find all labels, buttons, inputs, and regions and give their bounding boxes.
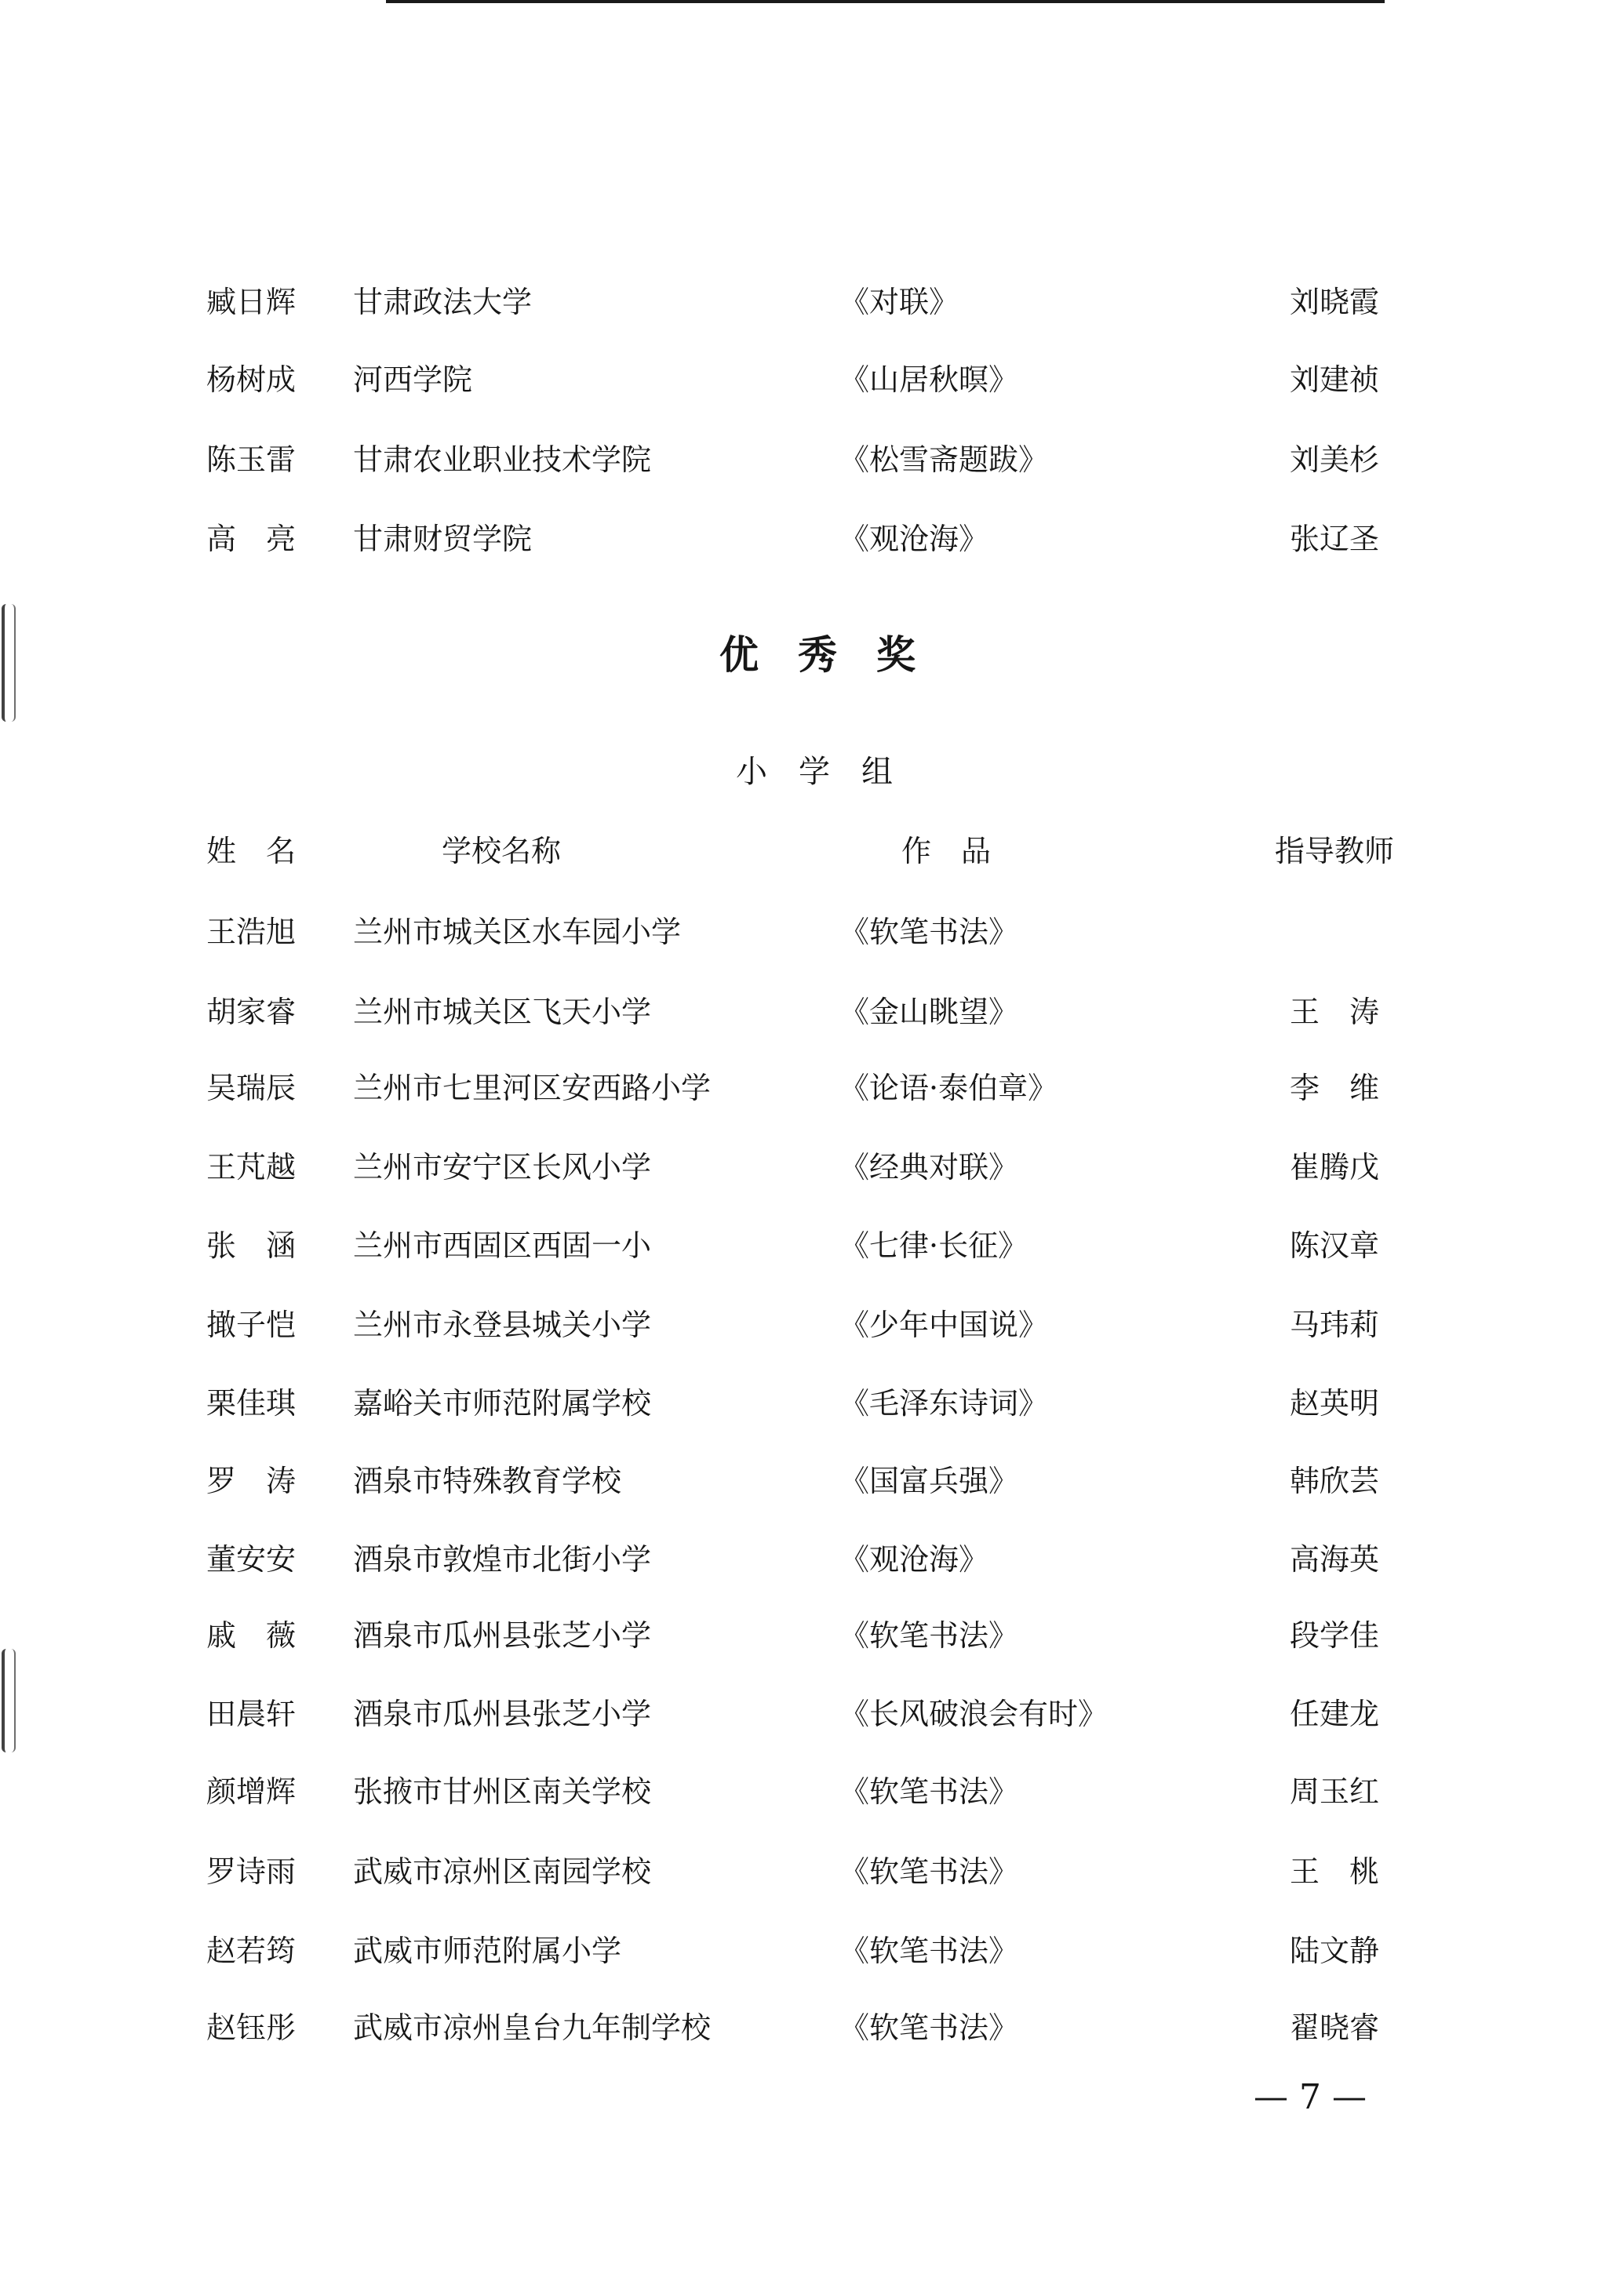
award-entry-row: [0, 1228, 1620, 1264]
student-name: 栗佳琪: [206, 1386, 297, 1421]
school-name: 张掖市甘州区南关学校: [353, 1774, 652, 1809]
work-title: 《软笔书法》: [839, 915, 1019, 949]
work-title: 《毛泽东诗词》: [839, 1386, 1049, 1421]
instructor-name: 陆文静: [1290, 1934, 1380, 1968]
work-title: 《国富兵强》: [839, 1464, 1019, 1498]
work-title: 《松雪斋题跋》: [839, 442, 1049, 477]
school-name: 酒泉市敦煌市北街小学: [353, 1542, 652, 1577]
school-name: 武威市师范附属小学: [353, 1934, 622, 1968]
work-title: 《经典对联》: [839, 1150, 1019, 1184]
school-name: 兰州市西固区西固一小: [353, 1228, 652, 1263]
work-title: 《观沧海》: [839, 522, 989, 556]
award-entry-row: [0, 284, 1620, 320]
award-entry-row: [0, 1617, 1620, 1654]
student-name: 戚 薇: [206, 1618, 297, 1653]
award-entry-row: [0, 1070, 1620, 1106]
work-title: 《山居秋暝》: [839, 362, 1019, 397]
award-entry-row: [0, 1463, 1620, 1499]
instructor-name: 李 维: [1290, 1071, 1380, 1105]
award-entry-row: [0, 1854, 1620, 1890]
instructor-name: 王 桃: [1290, 1854, 1380, 1889]
school-name: 甘肃财贸学院: [353, 522, 533, 556]
school-name: 兰州市城关区飞天小学: [353, 995, 652, 1029]
scan-edge-mark: [2, 604, 16, 722]
instructor-name: 陈汉章: [1290, 1228, 1380, 1263]
work-title: 《长风破浪会有时》: [839, 1697, 1109, 1731]
student-name: 董安安: [206, 1542, 297, 1577]
award-entry-row: [0, 362, 1620, 398]
school-name: 酒泉市瓜州县张芝小学: [353, 1618, 652, 1653]
school-name: 甘肃政法大学: [353, 285, 533, 319]
work-title: 《软笔书法》: [839, 2010, 1019, 2045]
table-header-row: [0, 833, 1620, 869]
instructor-name: 王 涛: [1290, 995, 1380, 1029]
award-entry-row: [0, 442, 1620, 478]
instructor-name: 张辽圣: [1290, 522, 1380, 556]
student-name: 王浩旭: [206, 915, 297, 949]
student-name: 胡家睿: [206, 995, 297, 1029]
award-entry-row: [0, 1307, 1620, 1343]
group-heading: 小 学 组: [736, 754, 893, 790]
school-name: 兰州市城关区水车园小学: [353, 915, 682, 949]
award-entry-row: [0, 2010, 1620, 2046]
header-teacher: 指导教师: [1275, 834, 1395, 868]
school-name: 兰州市永登县城关小学: [353, 1308, 652, 1342]
student-name: 赵钰彤: [206, 2010, 297, 2045]
student-name: 杨树成: [206, 362, 297, 397]
work-title: 《软笔书法》: [839, 1618, 1019, 1653]
instructor-name: 周玉红: [1290, 1774, 1380, 1809]
student-name: 臧日辉: [206, 285, 297, 319]
award-entry-row: [0, 1149, 1620, 1185]
work-title: 《观沧海》: [839, 1542, 989, 1577]
work-title: 《论语·泰伯章》: [839, 1071, 1058, 1105]
award-entry-row: [0, 994, 1620, 1030]
award-entry-row: [0, 914, 1620, 950]
instructor-name: 崔腾戊: [1290, 1150, 1380, 1184]
instructor-name: 刘晓霞: [1290, 285, 1380, 319]
school-name: 河西学院: [353, 362, 473, 397]
instructor-name: 韩欣芸: [1290, 1464, 1380, 1498]
work-title: 《金山眺望》: [839, 995, 1019, 1029]
award-entry-row: [0, 1774, 1620, 1810]
student-name: 陈玉雷: [206, 442, 297, 477]
student-name: 颜增辉: [206, 1774, 297, 1809]
work-title: 《软笔书法》: [839, 1934, 1019, 1968]
work-title: 《对联》: [839, 285, 959, 319]
page-number: — 7 —: [1254, 2077, 1367, 2117]
student-name: 吴瑞辰: [206, 1071, 297, 1105]
student-name: 赵若筠: [206, 1934, 297, 1968]
school-name: 酒泉市特殊教育学校: [353, 1464, 622, 1498]
instructor-name: 任建龙: [1290, 1697, 1380, 1731]
award-entry-row: [0, 521, 1620, 557]
student-name: 王芃越: [206, 1150, 297, 1184]
work-title: 《少年中国说》: [839, 1308, 1049, 1342]
student-name: 田晨轩: [206, 1697, 297, 1731]
award-entry-row: [0, 1696, 1620, 1732]
school-name: 酒泉市瓜州县张芝小学: [353, 1697, 652, 1731]
instructor-name: 赵英明: [1290, 1386, 1380, 1421]
instructor-name: 刘建祯: [1290, 362, 1380, 397]
award-level-heading: 优 秀 奖: [719, 631, 916, 678]
student-name: 张 涵: [206, 1228, 297, 1263]
instructor-name: 高海英: [1290, 1542, 1380, 1577]
header-school: 学校名称: [442, 834, 562, 868]
student-name: 高 亮: [206, 522, 297, 556]
instructor-name: 翟晓睿: [1290, 2010, 1380, 2045]
award-entry-row: [0, 1541, 1620, 1577]
top-rule-line: [386, 0, 1385, 3]
instructor-name: 段学佳: [1290, 1618, 1380, 1653]
school-name: 兰州市安宁区长风小学: [353, 1150, 652, 1184]
instructor-name: 马玮莉: [1290, 1308, 1380, 1342]
school-name: 甘肃农业职业技术学院: [353, 442, 652, 477]
header-name: 姓 名: [206, 834, 297, 868]
school-name: 兰州市七里河区安西路小学: [353, 1071, 712, 1105]
student-name: 罗 涛: [206, 1464, 297, 1498]
award-entry-row: [0, 1933, 1620, 1969]
instructor-name: 刘美杉: [1290, 442, 1380, 477]
school-name: 嘉峪关市师范附属学校: [353, 1386, 652, 1421]
work-title: 《七律·长征》: [839, 1228, 1028, 1263]
school-name: 武威市凉州区南园学校: [353, 1854, 652, 1889]
student-name: 撖子恺: [206, 1308, 297, 1342]
school-name: 武威市凉州皇台九年制学校: [353, 2010, 712, 2045]
work-title: 《软笔书法》: [839, 1774, 1019, 1809]
student-name: 罗诗雨: [206, 1854, 297, 1889]
award-entry-row: [0, 1385, 1620, 1421]
header-work: 作 品: [901, 834, 992, 868]
work-title: 《软笔书法》: [839, 1854, 1019, 1889]
